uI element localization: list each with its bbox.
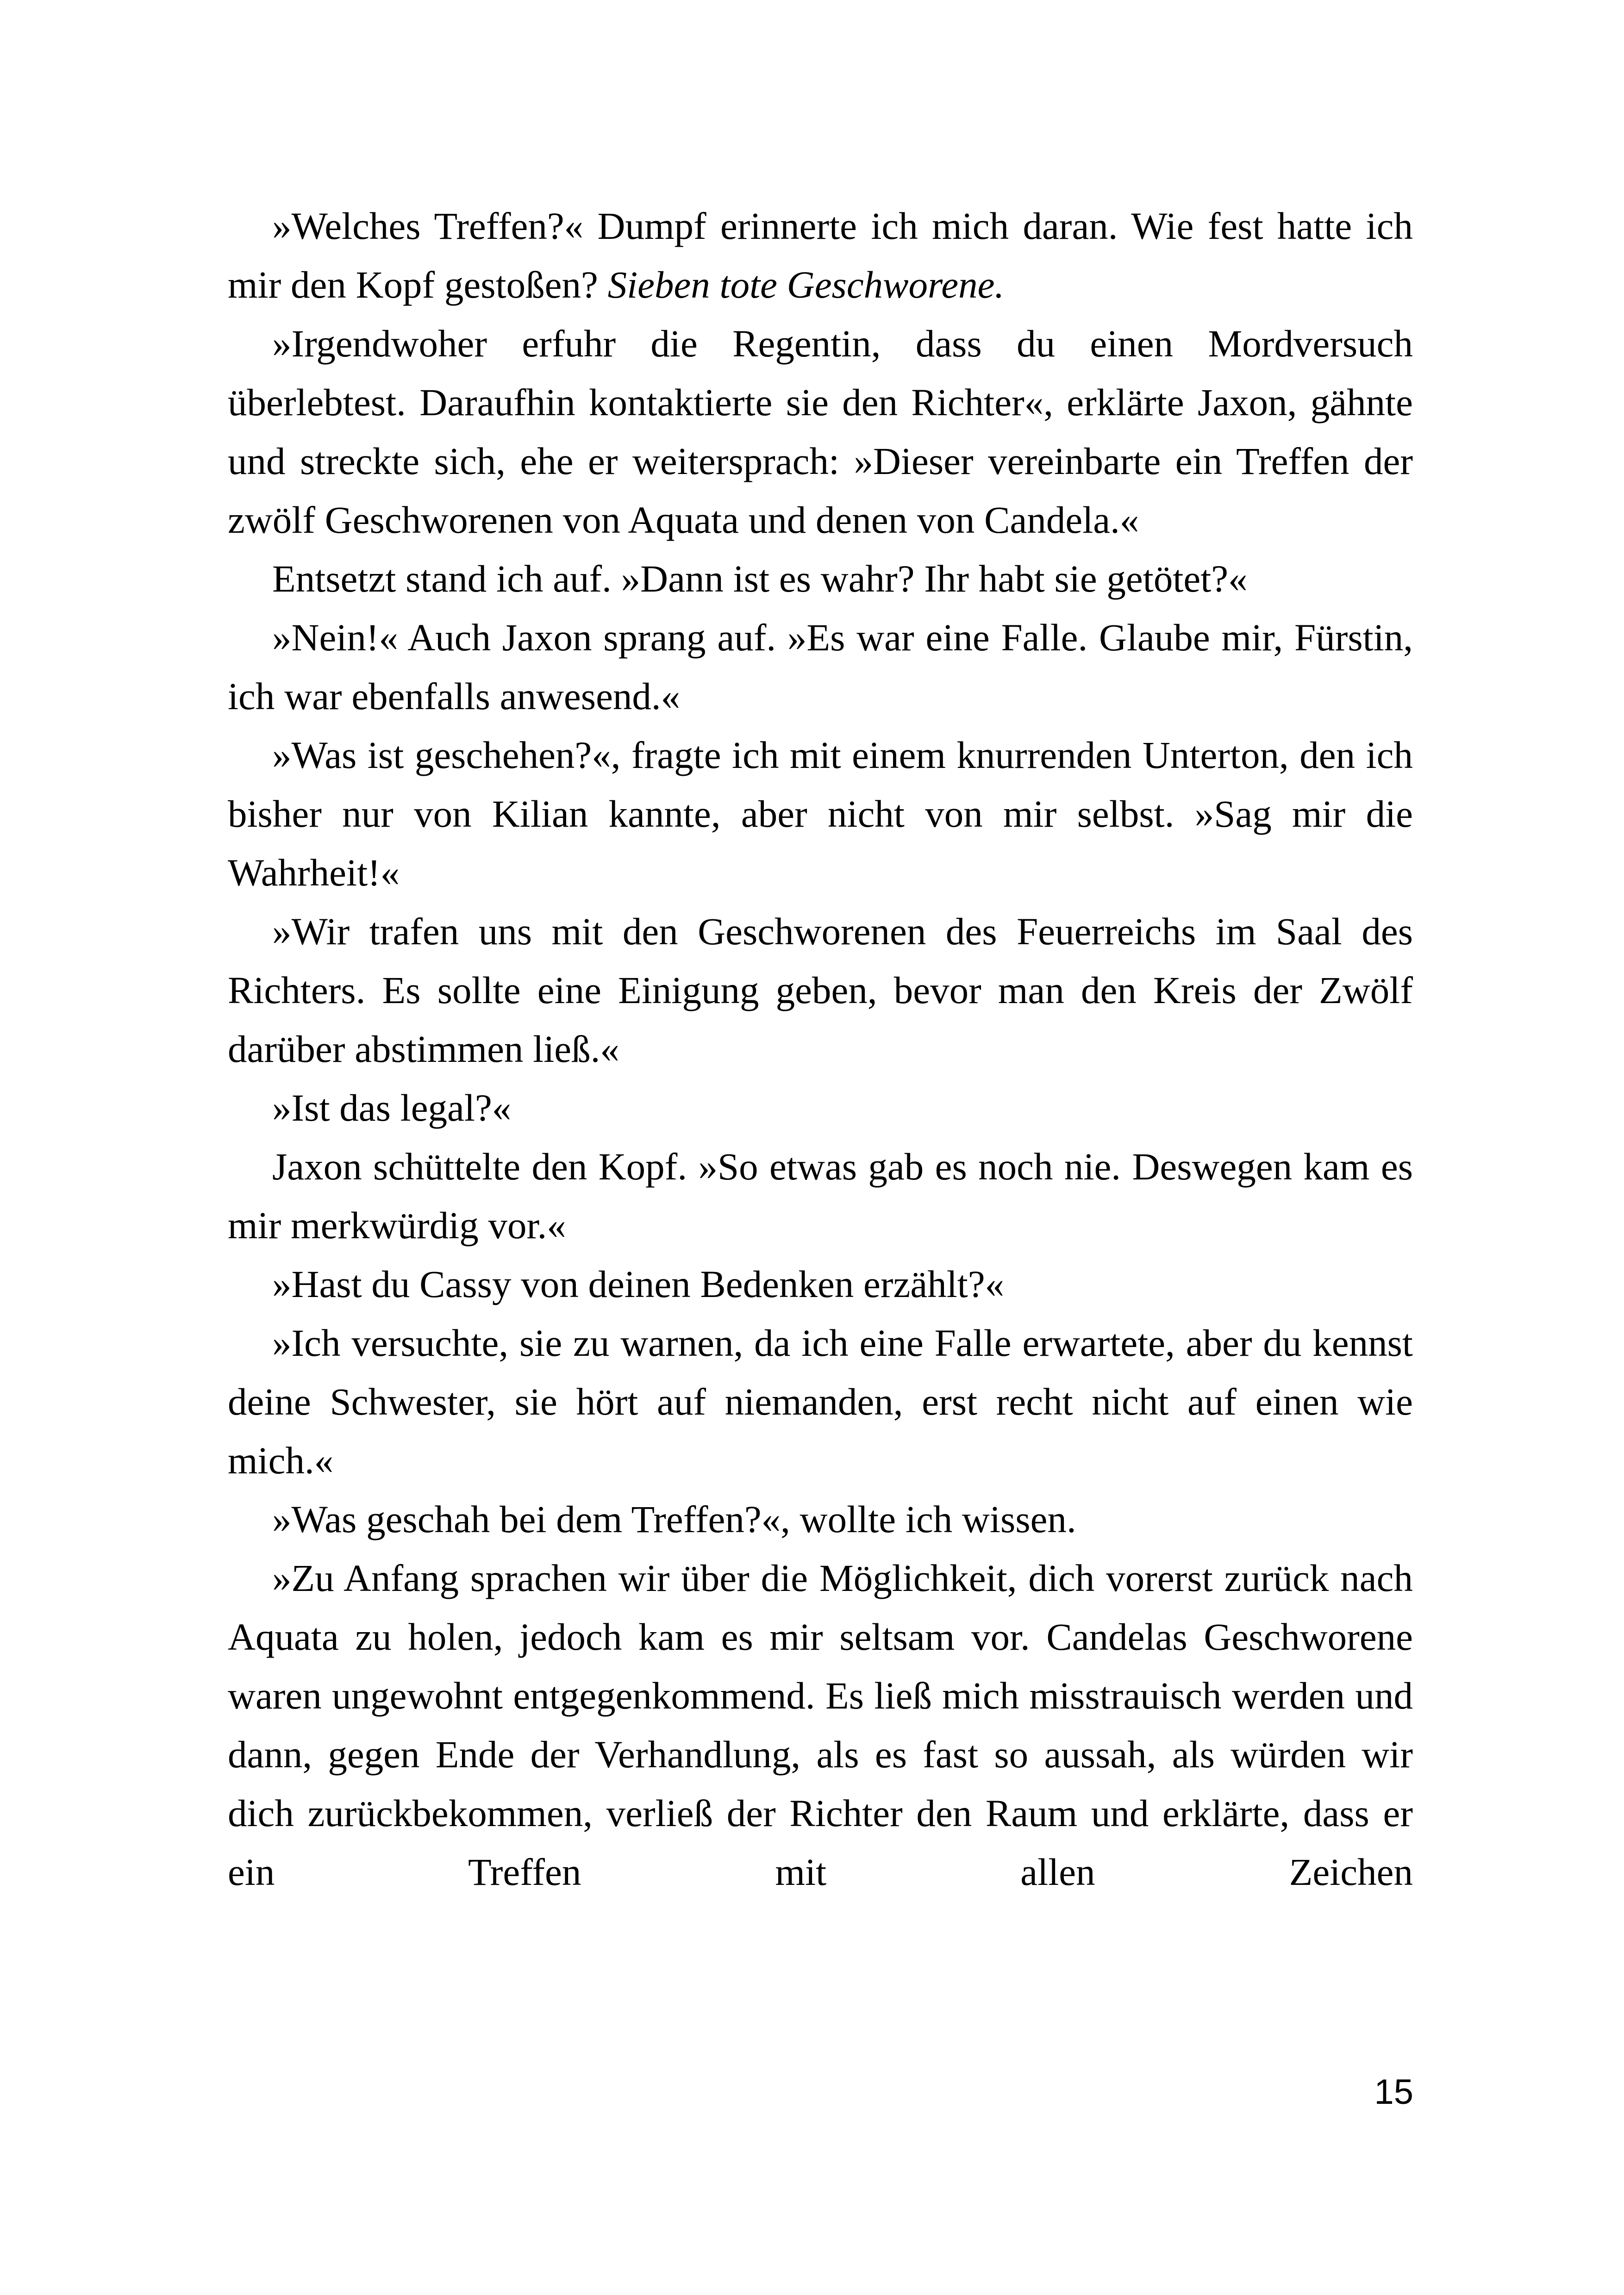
- paragraph: »Ich versuchte, sie zu warnen, da ich eine Falle erwartete, aber du kennst deine Schwester, sie hört auf niemanden, erst recht nicht auf einen wie mich.«: [228, 1322, 1413, 1482]
- paragraph: »Wir trafen uns mit den Geschworenen des Feuerreichs im Saal des Richters. Es sollte eine Einigung geben, bevor man den Kreis der Zwölf darüber abstimmen ließ.«: [228, 910, 1413, 1070]
- page-number: 15: [1374, 2072, 1413, 2112]
- paragraph: Jaxon schüttelte den Kopf. »So etwas gab es noch nie. Deswegen kam es mir merkwürdig vor.«: [228, 1145, 1413, 1247]
- italic-thought: Sieben tote Geschworene.: [607, 263, 1005, 306]
- paragraph: Entsetzt stand ich auf. »Dann ist es wahr? Ihr habt sie getötet?«: [272, 557, 1248, 600]
- paragraph: [228, 197, 1413, 314]
- paragraph: »Nein!« Auch Jaxon sprang auf. »Es war eine Falle. Glaube mir, Fürstin, ich war ebenfalls anwesend.«: [228, 616, 1413, 717]
- paragraph: »Was ist geschehen?«, fragte ich mit einem knurrenden Unterton, den ich bisher nur von Kilian kannte, aber nicht von mir selbst. »Sag mir die Wahrheit!«: [228, 734, 1413, 894]
- paragraph: »Irgendwoher erfuhr die Regentin, dass du einen Mordversuch überlebtest. Daraufhin kontaktierte sie den Richter«, erklärte Jaxon, gähnte und streckte sich, ehe er weitersprach: »Dieser vereinbarte ein Treffen der zwölf Geschworenen von Aquata und denen von Candela.«: [228, 322, 1413, 541]
- paragraph: »Ist das legal?«: [272, 1086, 512, 1129]
- paragraph: »Was geschah bei dem Treffen?«, wollte ich wissen.: [272, 1498, 1076, 1540]
- paragraph: »Hast du Cassy von deinen Bedenken erzählt?«: [272, 1263, 1005, 1305]
- paragraph-text: »Welches Treffen?« Dumpf erinnerte ich mich daran. Wie fest hatte ich mir den Kopf gestoßen?: [228, 205, 1413, 306]
- paragraph: »Zu Anfang sprachen wir über die Möglichkeit, dich vorerst zurück nach Aquata zu holen, jedoch kam es mir seltsam vor. Candelas Geschworene waren ungewohnt entgegenkommend. Es ließ mich misstrauisch werden und dann, gegen Ende der Verhandlung, als es fast so aussah, als würden wir dich zurückbekommen, verließ der Richter den Raum und erklärte, dass er ein Treffen mit allen Zeichen: [228, 1557, 1413, 1893]
- body-text: [228, 197, 1413, 1902]
